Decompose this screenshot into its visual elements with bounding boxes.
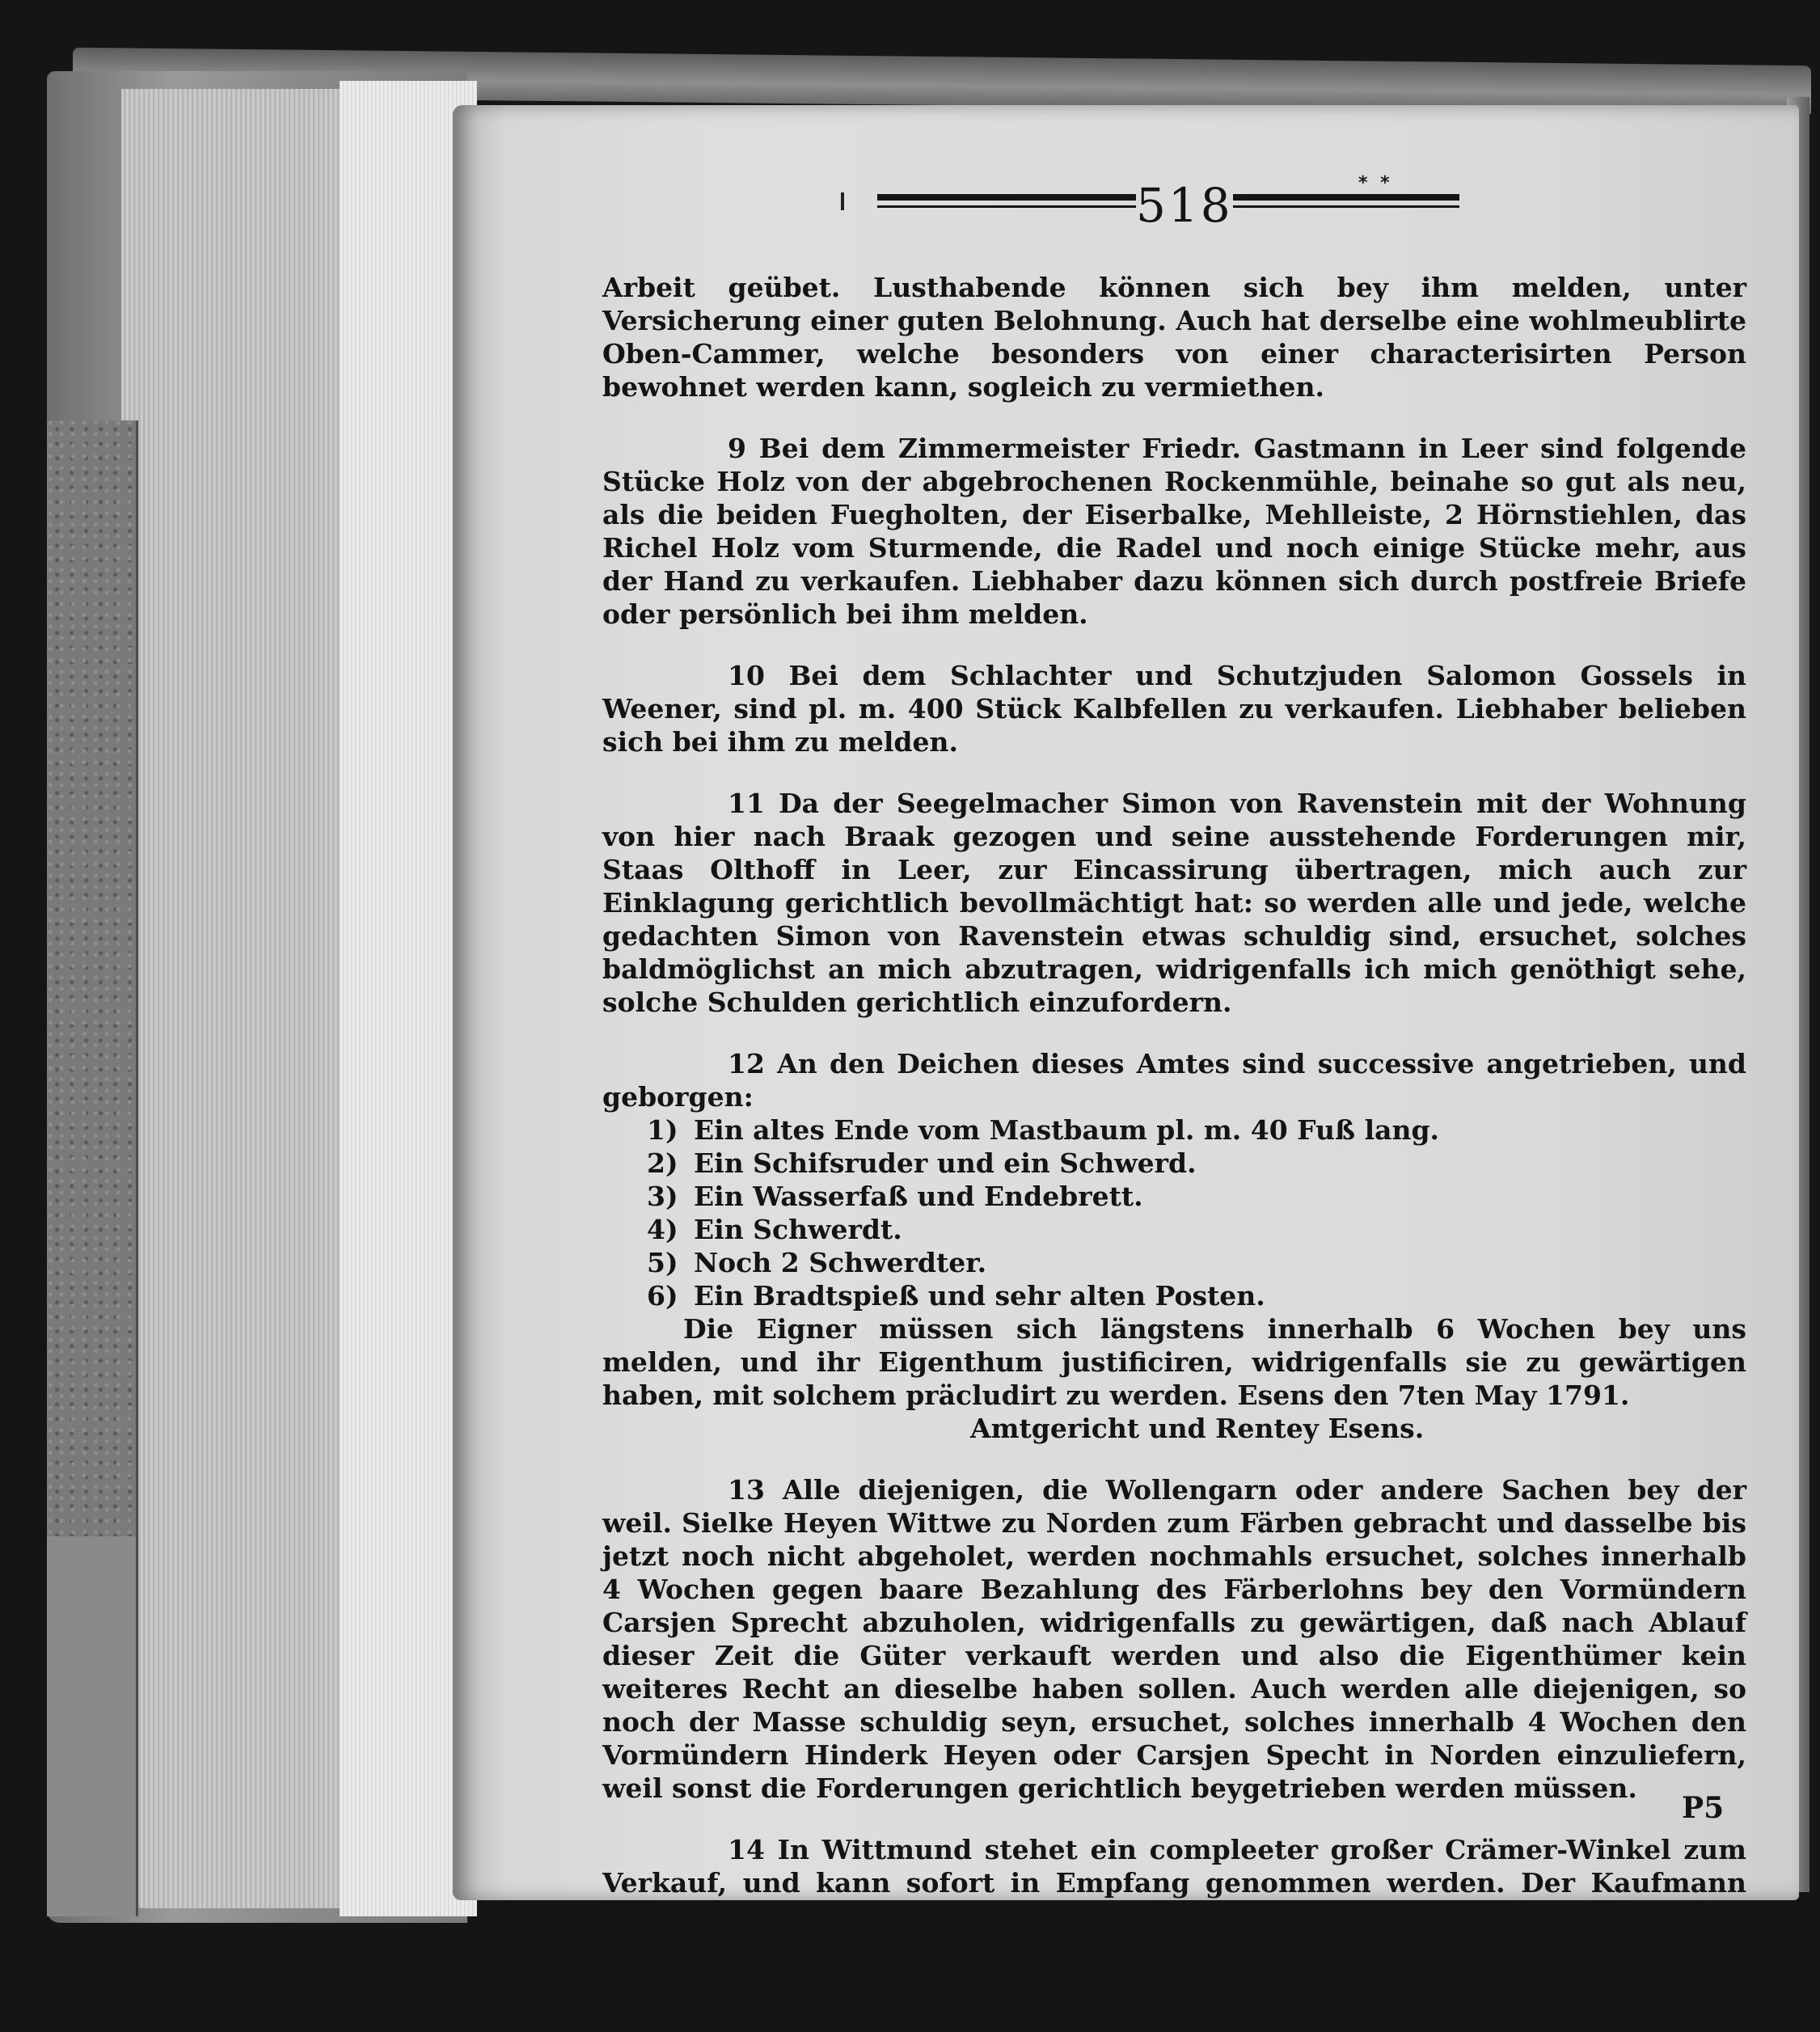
paragraph-14: 14 In Wittmund stehet ein compleeter großer Crämer-Winkel zum Verkauf, und kann sofort in Empfang genommen werden. Der Kaufmann Christian Rose daselbst contrahiret darüber. [602, 1834, 1746, 1932]
paragraph-11: 11 Da der Seegelmacher Simon von Ravenstein mit der Wohnung von hier nach Braak gezogen und seine ausstehende Forderungen mir, Staas Olthoff in Leer, zur Eincassirung übertragen, mich auch zur Einklagung gerichtlich bevollmächtigt hat: so werden alle und jede, welche gedachten Simon von Ravenstein etwas schuldig sind, ersuchet, solches baldmöglichst an mich abzutragen, widrigenfalls ich mich genöthigt sehe, solche Schulden gerichtlich einzufordern. [602, 788, 1746, 1018]
header-rule-left [877, 191, 1136, 213]
list-item: 2) Ein Schifsruder und ein Schwerd. [647, 1147, 1197, 1179]
list-item: 3) Ein Wasserfaß und Endebrett. [647, 1181, 1143, 1212]
list-item: 6) Ein Bradtspieß und sehr alten Posten. [647, 1280, 1265, 1312]
paragraph-9: 9 Bei dem Zimmermeister Friedr. Gastmann in Leer sind folgende Stücke Holz von der abgebrochenen Rockenmühle, beinahe so gut als neu, als die beiden Fuegholten, der Eiserbalke, Mehlleiste, 2 Hörnstiehlen, das Richel Holz vom Sturmende, die Radel und noch einige Stücke mehr, aus der Hand zu verkaufen. Liebhaber dazu können sich durch postfreie Briefe oder persönlich bei ihm melden. [602, 433, 1746, 630]
header-tick [841, 192, 844, 210]
paragraph-12-signature: Amtgericht und Rentey Esens. [970, 1413, 1425, 1444]
header-rule-right [1233, 191, 1459, 213]
page-number: 518 [1136, 178, 1233, 233]
list-item: 5) Noch 2 Schwerdter. [647, 1247, 987, 1278]
catchword: P5 [1682, 1791, 1725, 1825]
page-body [602, 271, 1746, 1933]
found-items-list [602, 1113, 1746, 1312]
paragraph-12-closing: Die Eigner müssen sich längstens innerhalb 6 Wochen bey uns melden, und ihr Eigenthum justificiren, widrigenfalls sie zu gewärtigen haben, mit solchem präcludirt zu werden. Esens den 7ten May 1791. [602, 1313, 1746, 1411]
spine-band-lower [47, 1536, 138, 1916]
list-item: 1) Ein altes Ende vom Mastbaum pl. m. 40 Fuß lang. [647, 1114, 1440, 1146]
spine-band [47, 420, 138, 1536]
list-item: 4) Ein Schwerdt. [647, 1214, 902, 1245]
paragraph-10: 10 Bei dem Schlachter und Schutzjuden Salomon Gossels in Weener, sind pl. m. 400 Stück Kalbfellen zu verkaufen. Liebhaber belieben sich bei ihm zu melden. [602, 660, 1746, 758]
paragraph-13: 13 Alle diejenigen, die Wollengarn oder andere Sachen bey der weil. Sielke Heyen Wittwe zu Norden zum Färben gebracht und dasselbe bis jetzt noch nicht abgeholet, werden nochmahls ersuchet, solches innerhalb 4 Wochen gegen baare Bezahlung des Färberlohns bey den Vormündern Carsjen Sprecht abzuholen, widrigenfalls zu gewärtigen, daß nach Ablauf dieser Zeit die Güter verkauft werden und also die Eigenthümer kein weiteres Recht an dieselbe haben sollen. Auch werden alle diejenigen, so noch der Masse schuldig seyn, ersuchet, solches innerhalb 4 Wochen den Vormündern Hinderk Heyen oder Carsjen Specht in Norden einzuliefern, weil sonst die Forderungen gerichtlich beygetrieben werden müssen. [602, 1474, 1746, 1804]
header-ornament: * * [1358, 173, 1393, 193]
paragraph-12-intro: 12 An den Deichen dieses Amtes sind successive angetrieben, und geborgen: [602, 1048, 1746, 1113]
paragraph-8-end: Arbeit geübet. Lusthabende können sich bey ihm melden, unter Versicherung einer guten Belohnung. Auch hat derselbe eine wohlmeublirte Oben-Cammer, welche besonders von einer characterisirten Person bewohnet werden kann, sogleich zu vermiethen. [602, 272, 1746, 403]
